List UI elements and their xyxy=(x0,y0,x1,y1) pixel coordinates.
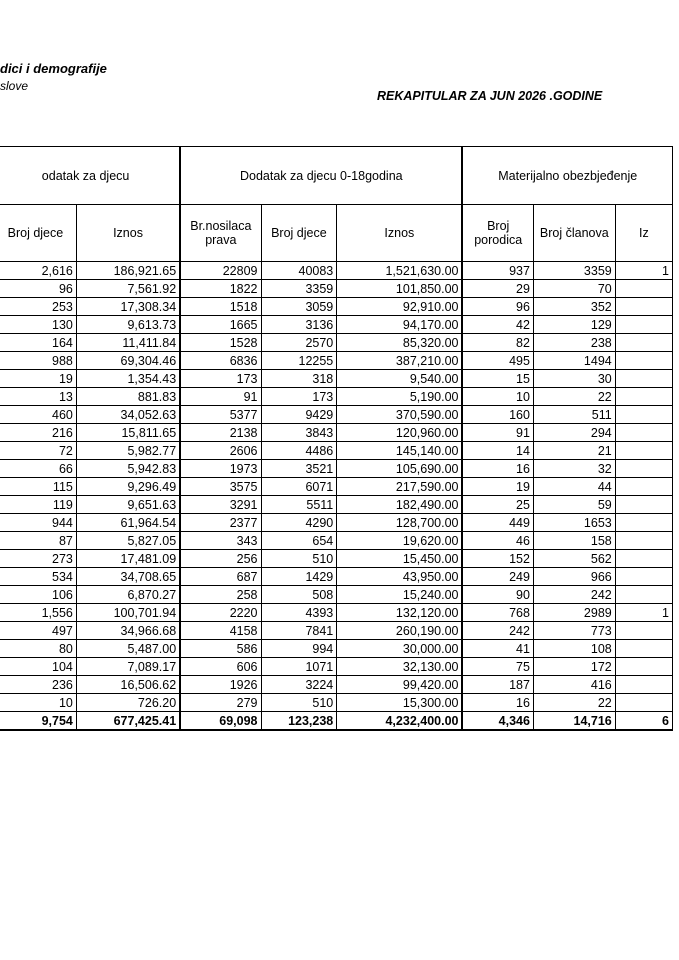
table-cell: 17,308.34 xyxy=(76,298,180,316)
table-cell: 94,170.00 xyxy=(337,316,463,334)
table-cell: 92,910.00 xyxy=(337,298,463,316)
table-cell: 726.20 xyxy=(76,694,180,712)
table-cell: 2570 xyxy=(261,334,337,352)
table-cell: 182,490.00 xyxy=(337,496,463,514)
table-cell: 30 xyxy=(533,370,615,388)
table-cell xyxy=(615,568,672,586)
total-cell: 69,098 xyxy=(180,712,261,731)
table-cell: 19 xyxy=(462,478,533,496)
table-cell: 15,300.00 xyxy=(337,694,463,712)
table-cell: 9429 xyxy=(261,406,337,424)
table-cell: 9,296.49 xyxy=(76,478,180,496)
group-header-row xyxy=(0,147,673,205)
table-cell: 3291 xyxy=(180,496,261,514)
table-cell: 4393 xyxy=(261,604,337,622)
table-cell xyxy=(615,496,672,514)
table-cell: 120,960.00 xyxy=(337,424,463,442)
table-cell: 7,561.92 xyxy=(76,280,180,298)
table-cell: 19 xyxy=(0,370,76,388)
table-cell: 387,210.00 xyxy=(337,352,463,370)
table-cell: 966 xyxy=(533,568,615,586)
table-cell xyxy=(615,460,672,478)
table-cell: 25 xyxy=(462,496,533,514)
table-cell: 15,240.00 xyxy=(337,586,463,604)
table-row xyxy=(0,640,673,658)
table-cell: 82 xyxy=(462,334,533,352)
table-row xyxy=(0,316,673,334)
table-cell: 449 xyxy=(462,514,533,532)
total-cell: 9,754 xyxy=(0,712,76,731)
table-cell: 3059 xyxy=(261,298,337,316)
col-header-br-nosilaca-prava: Br.nosilaca prava xyxy=(180,205,261,262)
table-cell: 606 xyxy=(180,658,261,676)
table-cell: 160 xyxy=(462,406,533,424)
department-name-line: slove xyxy=(0,79,29,93)
table-cell: 2606 xyxy=(180,442,261,460)
table-cell: 1653 xyxy=(533,514,615,532)
table-cell: 16,506.62 xyxy=(76,676,180,694)
table-cell: 236 xyxy=(0,676,76,694)
table-cell: 249 xyxy=(462,568,533,586)
table-cell: 30,000.00 xyxy=(337,640,463,658)
table-cell: 768 xyxy=(462,604,533,622)
table-cell: 42 xyxy=(462,316,533,334)
table-cell xyxy=(615,550,672,568)
table-cell: 158 xyxy=(533,532,615,550)
col-header-broj-djece: Broj djece xyxy=(0,205,76,262)
table-cell: 19,620.00 xyxy=(337,532,463,550)
table-cell xyxy=(615,514,672,532)
table-cell: 61,964.54 xyxy=(76,514,180,532)
table-cell: 104 xyxy=(0,658,76,676)
table-cell: 495 xyxy=(462,352,533,370)
table-cell: 1,556 xyxy=(0,604,76,622)
table-cell: 3575 xyxy=(180,478,261,496)
table-cell: 3224 xyxy=(261,676,337,694)
table-cell: 152 xyxy=(462,550,533,568)
table-cell: 15 xyxy=(462,370,533,388)
table-cell: 72 xyxy=(0,442,76,460)
table-cell xyxy=(615,388,672,406)
table-cell: 66 xyxy=(0,460,76,478)
table-cell: 534 xyxy=(0,568,76,586)
table-cell: 4486 xyxy=(261,442,337,460)
table-cell: 172 xyxy=(533,658,615,676)
table-cell: 217,590.00 xyxy=(337,478,463,496)
table-row xyxy=(0,352,673,370)
table-cell: 511 xyxy=(533,406,615,424)
table-cell: 101,850.00 xyxy=(337,280,463,298)
table-cell: 279 xyxy=(180,694,261,712)
table-cell: 105,690.00 xyxy=(337,460,463,478)
table-cell: 5,982.77 xyxy=(76,442,180,460)
table-cell xyxy=(615,478,672,496)
table-cell: 2989 xyxy=(533,604,615,622)
table-cell: 242 xyxy=(533,586,615,604)
table-cell xyxy=(615,406,672,424)
table-cell: 21 xyxy=(533,442,615,460)
total-cell: 4,232,400.00 xyxy=(337,712,463,731)
table-cell xyxy=(615,370,672,388)
table-cell: 5,942.83 xyxy=(76,460,180,478)
table-cell: 3359 xyxy=(261,280,337,298)
table-row xyxy=(0,694,673,712)
total-cell: 677,425.41 xyxy=(76,712,180,731)
table-cell: 10 xyxy=(462,388,533,406)
table-cell xyxy=(615,280,672,298)
group-header-child-allowance-0-18: Dodatak za djecu 0-18godina xyxy=(180,147,462,205)
table-cell: 937 xyxy=(462,262,533,280)
table-cell: 5511 xyxy=(261,496,337,514)
table-cell: 318 xyxy=(261,370,337,388)
table-cell: 16 xyxy=(462,460,533,478)
table-cell: 34,052.63 xyxy=(76,406,180,424)
table-cell: 1,354.43 xyxy=(76,370,180,388)
table-cell: 44 xyxy=(533,478,615,496)
table-cell: 1494 xyxy=(533,352,615,370)
table-cell: 4158 xyxy=(180,622,261,640)
table-cell: 22 xyxy=(533,694,615,712)
table-cell: 32,130.00 xyxy=(337,658,463,676)
table-cell: 9,651.63 xyxy=(76,496,180,514)
ministry-name-line: dici i demografije xyxy=(0,61,107,76)
table-cell: 881.83 xyxy=(76,388,180,406)
table-cell: 129 xyxy=(533,316,615,334)
table-cell: 242 xyxy=(462,622,533,640)
table-cell: 99,420.00 xyxy=(337,676,463,694)
table-row xyxy=(0,262,673,280)
table-cell xyxy=(615,694,672,712)
table-cell: 510 xyxy=(261,550,337,568)
recap-table xyxy=(0,146,673,731)
table-cell: 5,487.00 xyxy=(76,640,180,658)
table-row xyxy=(0,298,673,316)
table-cell: 22809 xyxy=(180,262,261,280)
table-cell: 16 xyxy=(462,694,533,712)
table-cell: 1 xyxy=(615,604,672,622)
table-cell: 59 xyxy=(533,496,615,514)
table-cell: 75 xyxy=(462,658,533,676)
table-row xyxy=(0,424,673,442)
table-cell: 32 xyxy=(533,460,615,478)
table-cell: 352 xyxy=(533,298,615,316)
table-cell: 34,966.68 xyxy=(76,622,180,640)
total-cell: 6 xyxy=(615,712,672,731)
table-cell: 106 xyxy=(0,586,76,604)
column-header-row xyxy=(0,205,673,262)
table-row xyxy=(0,496,673,514)
table-cell: 12255 xyxy=(261,352,337,370)
table-cell: 273 xyxy=(0,550,76,568)
total-cell: 4,346 xyxy=(462,712,533,731)
table-cell: 15,450.00 xyxy=(337,550,463,568)
table-row xyxy=(0,478,673,496)
table-cell: 128,700.00 xyxy=(337,514,463,532)
table-row xyxy=(0,280,673,298)
table-cell: 5,190.00 xyxy=(337,388,463,406)
table-cell: 13 xyxy=(0,388,76,406)
table-cell: 1 xyxy=(615,262,672,280)
table-cell: 654 xyxy=(261,532,337,550)
table-row xyxy=(0,604,673,622)
table-cell: 130 xyxy=(0,316,76,334)
table-cell: 187 xyxy=(462,676,533,694)
table-row xyxy=(0,622,673,640)
table-cell: 108 xyxy=(533,640,615,658)
table-row xyxy=(0,550,673,568)
table-cell: 22 xyxy=(533,388,615,406)
table-cell: 687 xyxy=(180,568,261,586)
table-cell: 5,827.05 xyxy=(76,532,180,550)
table-cell: 988 xyxy=(0,352,76,370)
table-cell: 9,613.73 xyxy=(76,316,180,334)
table-row xyxy=(0,568,673,586)
table-row xyxy=(0,658,673,676)
table-cell: 1429 xyxy=(261,568,337,586)
table-row xyxy=(0,676,673,694)
table-cell: 29 xyxy=(462,280,533,298)
table-cell: 1,521,630.00 xyxy=(337,262,463,280)
table-cell: 944 xyxy=(0,514,76,532)
group-header-material-support: Materijalno obezbjeđenje xyxy=(462,147,672,205)
table-cell: 91 xyxy=(462,424,533,442)
table-cell: 132,120.00 xyxy=(337,604,463,622)
table-cell: 1973 xyxy=(180,460,261,478)
col-header-broj-djece-0-18: Broj djece xyxy=(261,205,337,262)
table-cell: 15,811.65 xyxy=(76,424,180,442)
table-cell: 69,304.46 xyxy=(76,352,180,370)
table-cell: 258 xyxy=(180,586,261,604)
table-cell: 294 xyxy=(533,424,615,442)
table-cell: 238 xyxy=(533,334,615,352)
table-cell: 7841 xyxy=(261,622,337,640)
table-cell: 173 xyxy=(261,388,337,406)
table-cell xyxy=(615,316,672,334)
table-cell: 6836 xyxy=(180,352,261,370)
table-cell: 85,320.00 xyxy=(337,334,463,352)
table-cell: 6071 xyxy=(261,478,337,496)
table-cell: 186,921.65 xyxy=(76,262,180,280)
table-cell xyxy=(615,658,672,676)
total-row xyxy=(0,712,673,731)
table-cell xyxy=(615,676,672,694)
table-cell: 253 xyxy=(0,298,76,316)
table-cell: 1926 xyxy=(180,676,261,694)
table-cell: 4290 xyxy=(261,514,337,532)
table-cell: 11,411.84 xyxy=(76,334,180,352)
group-header-child-allowance: odatak za djecu xyxy=(0,147,180,205)
table-row xyxy=(0,406,673,424)
table-cell: 10 xyxy=(0,694,76,712)
page-title: REKAPITULAR ZA JUN 2026 .GODINE xyxy=(377,89,603,103)
table-cell: 43,950.00 xyxy=(337,568,463,586)
table-cell xyxy=(615,586,672,604)
table-cell: 508 xyxy=(261,586,337,604)
table-cell: 6,870.27 xyxy=(76,586,180,604)
table-cell: 256 xyxy=(180,550,261,568)
table-cell: 2377 xyxy=(180,514,261,532)
table-cell: 90 xyxy=(462,586,533,604)
table-cell: 96 xyxy=(462,298,533,316)
table-cell: 100,701.94 xyxy=(76,604,180,622)
table-cell: 370,590.00 xyxy=(337,406,463,424)
table-cell: 17,481.09 xyxy=(76,550,180,568)
table-cell: 80 xyxy=(0,640,76,658)
table-cell: 96 xyxy=(0,280,76,298)
table-cell: 497 xyxy=(0,622,76,640)
col-header-iznos-0-18: Iznos xyxy=(337,205,463,262)
col-header-broj-porodica: Broj porodica xyxy=(462,205,533,262)
table-cell: 1822 xyxy=(180,280,261,298)
table-cell: 773 xyxy=(533,622,615,640)
table-cell: 91 xyxy=(180,388,261,406)
table-cell: 145,140.00 xyxy=(337,442,463,460)
table-cell: 164 xyxy=(0,334,76,352)
table-cell: 173 xyxy=(180,370,261,388)
table-cell xyxy=(615,442,672,460)
table-cell: 41 xyxy=(462,640,533,658)
table-row xyxy=(0,388,673,406)
table-cell: 1665 xyxy=(180,316,261,334)
table-cell xyxy=(615,334,672,352)
table-cell: 7,089.17 xyxy=(76,658,180,676)
table-row xyxy=(0,334,673,352)
table-cell: 3136 xyxy=(261,316,337,334)
table-row xyxy=(0,514,673,532)
table-cell: 416 xyxy=(533,676,615,694)
table-cell: 119 xyxy=(0,496,76,514)
table-cell: 1528 xyxy=(180,334,261,352)
table-cell: 5377 xyxy=(180,406,261,424)
table-cell: 3521 xyxy=(261,460,337,478)
table-cell: 40083 xyxy=(261,262,337,280)
table-cell: 586 xyxy=(180,640,261,658)
table-cell: 1071 xyxy=(261,658,337,676)
table-row xyxy=(0,460,673,478)
table-cell: 14 xyxy=(462,442,533,460)
table-cell: 9,540.00 xyxy=(337,370,463,388)
table-cell xyxy=(615,622,672,640)
table-cell: 3359 xyxy=(533,262,615,280)
table-cell xyxy=(615,298,672,316)
table-cell: 3843 xyxy=(261,424,337,442)
col-header-iznos-material: Iz xyxy=(615,205,672,262)
table-row xyxy=(0,532,673,550)
total-cell: 123,238 xyxy=(261,712,337,731)
table-cell xyxy=(615,424,672,442)
table-cell xyxy=(615,532,672,550)
table-cell: 87 xyxy=(0,532,76,550)
table-cell: 70 xyxy=(533,280,615,298)
table-cell: 46 xyxy=(462,532,533,550)
col-header-broj-clanova: Broj članova xyxy=(533,205,615,262)
table-cell: 460 xyxy=(0,406,76,424)
table-cell: 260,190.00 xyxy=(337,622,463,640)
table-cell: 343 xyxy=(180,532,261,550)
table-cell: 562 xyxy=(533,550,615,568)
table-cell: 115 xyxy=(0,478,76,496)
table-row xyxy=(0,586,673,604)
table-cell: 994 xyxy=(261,640,337,658)
table-cell: 216 xyxy=(0,424,76,442)
table-cell: 2138 xyxy=(180,424,261,442)
table-cell: 510 xyxy=(261,694,337,712)
table-cell xyxy=(615,352,672,370)
table-cell xyxy=(615,640,672,658)
table-row xyxy=(0,370,673,388)
total-cell: 14,716 xyxy=(533,712,615,731)
table-cell: 34,708.65 xyxy=(76,568,180,586)
table-cell: 2,616 xyxy=(0,262,76,280)
table-cell: 1518 xyxy=(180,298,261,316)
table-row xyxy=(0,442,673,460)
table-cell: 2220 xyxy=(180,604,261,622)
col-header-iznos: Iznos xyxy=(76,205,180,262)
